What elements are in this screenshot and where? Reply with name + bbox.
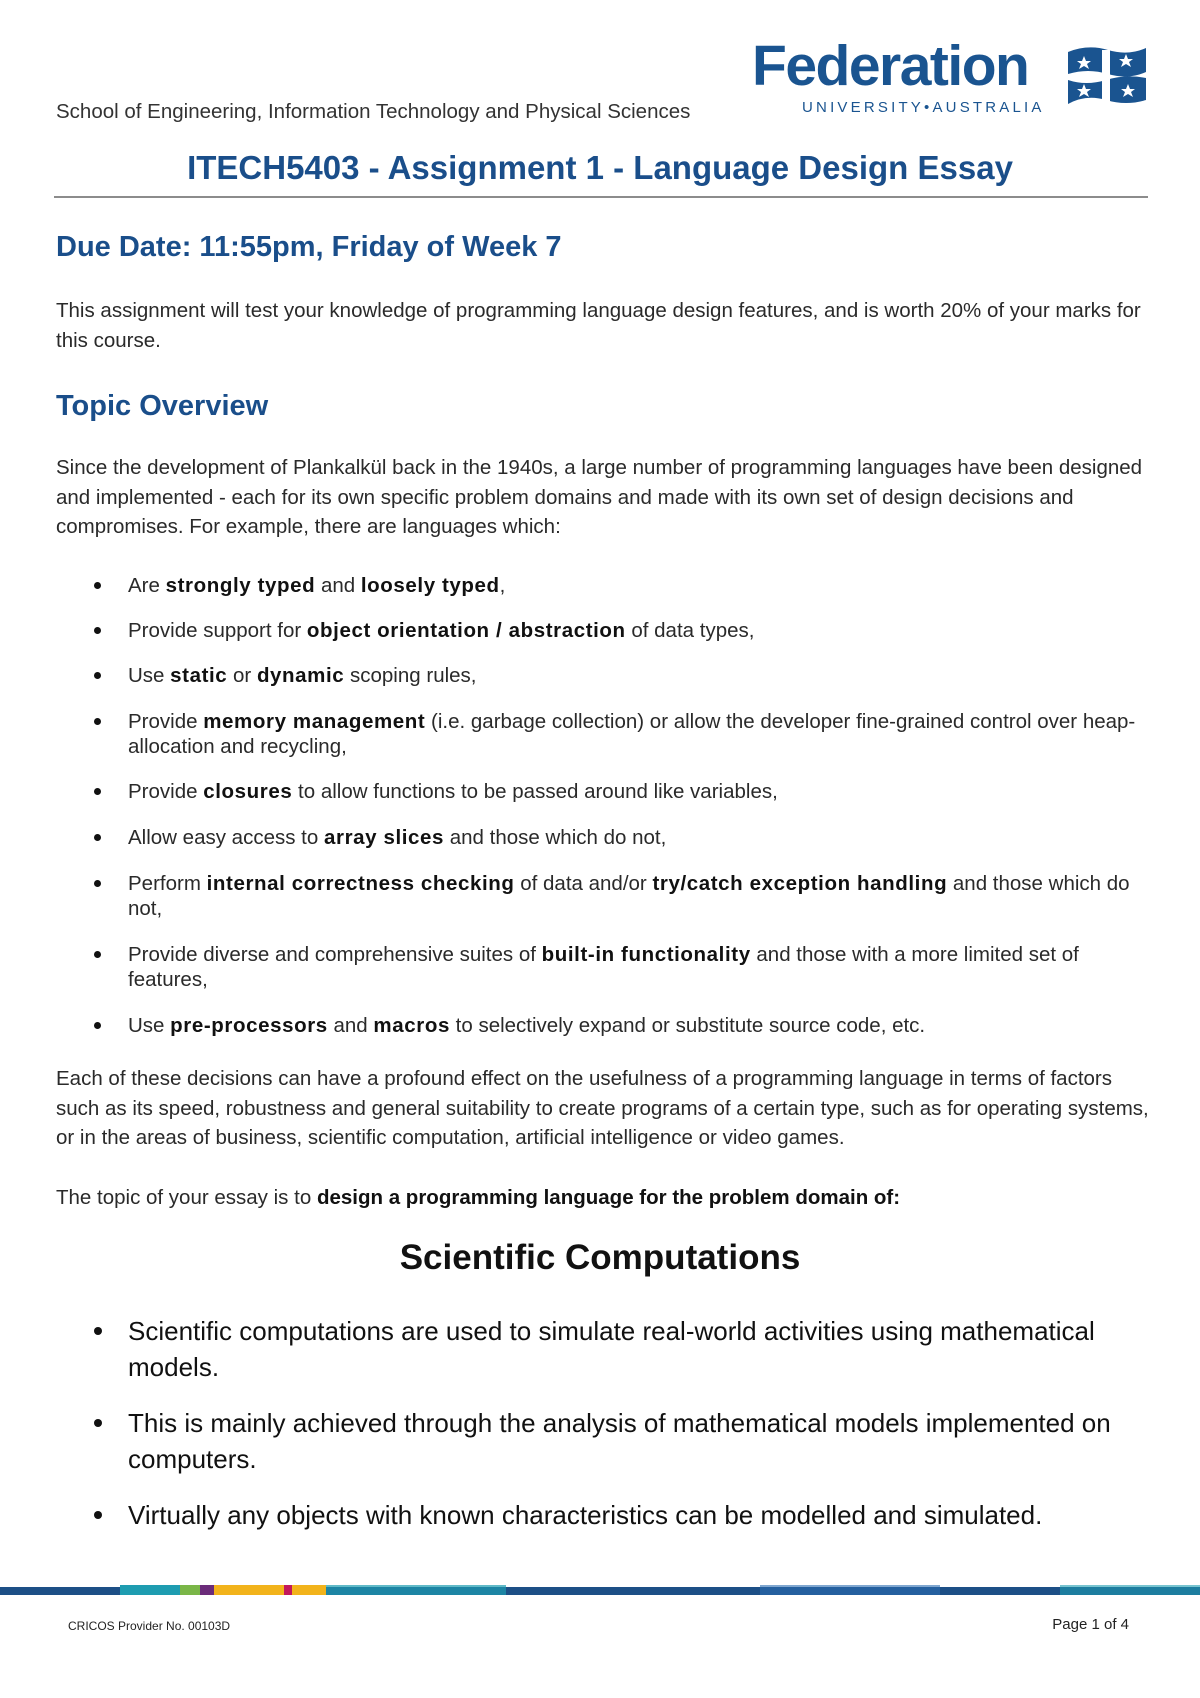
- domain-bullet: This is mainly achieved through the analysis of mathematical models implemented on computers.: [128, 1405, 1138, 1477]
- bullet-icon: [94, 951, 101, 958]
- problem-domain-title: Scientific Computations: [399, 1238, 801, 1277]
- bullet-icon: [94, 672, 101, 679]
- bullet-icon: [94, 1419, 102, 1427]
- school-name: School of Engineering, Information Technology and Physical Sciences: [56, 100, 691, 123]
- list-item: Use static or dynamic scoping rules,: [128, 663, 1138, 688]
- list-item: Perform internal correctness checking of data and/or try/catch exception handling and those which do not,: [128, 871, 1138, 921]
- topic-statement: The topic of your essay is to design a programming language for the problem domain of:: [56, 1186, 901, 1209]
- intro-paragraph: This assignment will test your knowledge of programming language design features, and is worth 20% of your marks for this course.: [56, 299, 1141, 352]
- list-item: Provide support for object orientation / abstraction of data types,: [128, 618, 1138, 643]
- topic-paragraph: Since the development of Plankalkül back in the 1940s, a large number of programming languages have been designed and implemented - each for its own specific problem domains and made with its own set of design decisions and compromises. For example, there are languages which:: [56, 456, 1143, 538]
- title-divider: [54, 196, 1148, 198]
- flag-icon: [1066, 44, 1148, 114]
- list-item: Are strongly typed and loosely typed,: [128, 573, 1138, 598]
- domain-bullet: Virtually any objects with known characteristics can be modelled and simulated.: [128, 1497, 1138, 1533]
- page-number: Page 1 of 4: [1052, 1616, 1129, 1633]
- bullet-icon: [94, 834, 101, 841]
- bullet-icon: [94, 1022, 101, 1029]
- university-logo: [752, 34, 1147, 124]
- bullet-icon: [94, 880, 101, 887]
- list-item: Provide diverse and comprehensive suites of built-in functionality and those with a more limited set of features,: [128, 942, 1138, 992]
- list-item: Provide closures to allow functions to be passed around like variables,: [128, 779, 1138, 804]
- bullet-icon: [94, 1327, 102, 1335]
- footer-color-band: [0, 1583, 1200, 1597]
- logo-subtitle: UNIVERSITY•AUSTRALIA: [802, 99, 1045, 116]
- document-title: ITECH5403 - Assignment 1 - Language Design Essay: [187, 149, 1013, 186]
- effect-paragraph: Each of these decisions can have a profound effect on the usefulness of a programming language in terms of factors such as its speed, robustness and general suitability to create programs of a certain type, such as for operating systems, or in the areas of business, scientific computation, artificial intelligence or video games.: [56, 1067, 1149, 1149]
- list-item: Use pre-processors and macros to selectively expand or substitute source code, etc.: [128, 1013, 1138, 1038]
- bullet-icon: [94, 788, 101, 795]
- due-date-heading: Due Date: 11:55pm, Friday of Week 7: [56, 231, 562, 263]
- bullet-icon: [94, 718, 101, 725]
- bullet-icon: [94, 627, 101, 634]
- list-item: Allow easy access to array slices and those which do not,: [128, 825, 1138, 850]
- list-item: Provide memory management (i.e. garbage collection) or allow the developer fine-grained control over heap-allocation and recycling,: [128, 709, 1138, 759]
- cricos-provider: CRICOS Provider No. 00103D: [68, 1619, 231, 1633]
- bullet-icon: [94, 582, 101, 589]
- logo-wordmark: Federation: [752, 34, 1029, 98]
- domain-bullet: Scientific computations are used to simulate real-world activities using mathematical models.: [128, 1313, 1138, 1385]
- topic-overview-heading: Topic Overview: [56, 390, 269, 422]
- bullet-icon: [94, 1511, 102, 1519]
